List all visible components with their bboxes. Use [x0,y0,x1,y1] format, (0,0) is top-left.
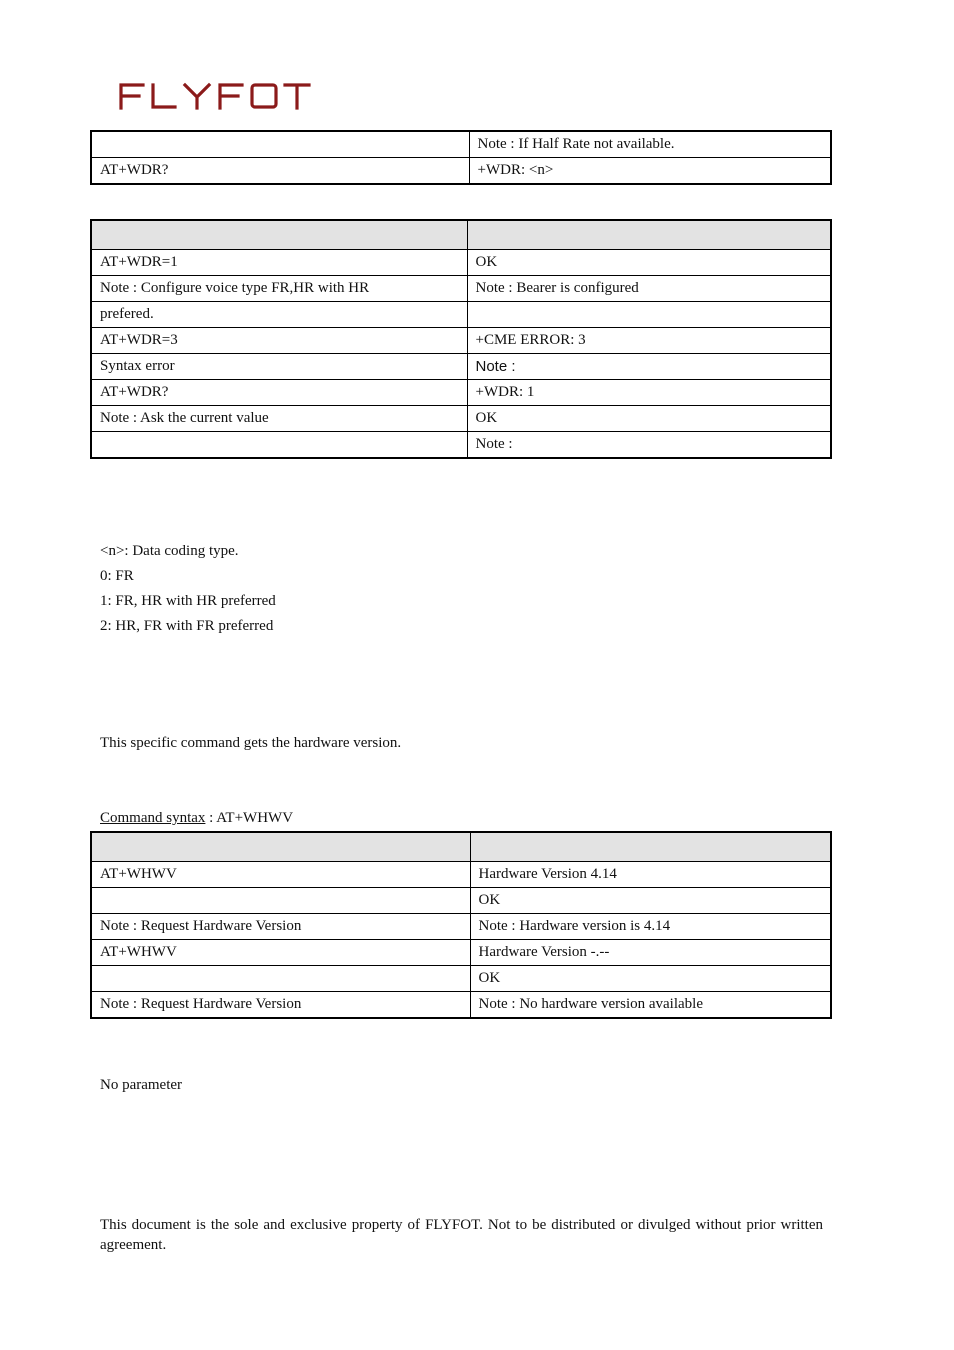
header-cell [467,220,831,250]
wdr-read-table [90,130,832,185]
table-row [91,302,831,328]
table-cell: Note : Configure voice type FR,HR with HR [91,276,467,302]
table-cell: +WDR: 1 [467,380,831,406]
param-line: <n>: Data coding type. [100,543,239,559]
table-cell: Note : If Half Rate not available. [469,131,831,158]
wdr-examples-table [90,219,832,459]
table-cell: AT+WDR? [91,158,469,185]
table-row [91,250,831,276]
table-cell: Syntax error [91,354,467,380]
table-cell: OK [470,888,831,914]
table-row [91,862,831,888]
table-cell: Note : Request Hardware Version [91,914,470,940]
table-cell: Hardware Version 4.14 [470,862,831,888]
table-cell: prefered. [91,302,467,328]
table-cell: AT+WDR=1 [91,250,467,276]
confidentiality-footer: This document is the sole and exclusive property of FLYFOT. Not to be distributed or divulged without prior written agreement. [100,1217,823,1253]
table-row [91,276,831,302]
no-parameter-text: No parameter [100,1077,183,1093]
table-row [91,914,831,940]
table-row [91,131,831,158]
table-row [91,888,831,914]
table-row [91,380,831,406]
table-cell: Note : Hardware version is 4.14 [470,914,831,940]
table-header-row [91,220,831,250]
table-row [91,158,831,185]
header-cell [91,832,470,862]
header-cell [470,832,831,862]
table-cell: Hardware Version -.-- [470,940,831,966]
table-cell: Note : [467,354,831,380]
table-cell: Note : Ask the current value [91,406,467,432]
param-line: 2: HR, FR with FR preferred [100,618,274,634]
syntax-label: Command syntax [100,810,206,826]
table-cell: AT+WDR? [91,380,467,406]
table-cell: OK [467,406,831,432]
table-row [91,354,831,380]
logo-wordmark [119,82,311,110]
table-cell: Note : Bearer is configured [467,276,831,302]
table-row [91,940,831,966]
table-header-row [91,832,831,862]
table-cell: Note : [467,432,831,459]
table-cell: Note : Request Hardware Version [91,992,470,1019]
table-cell: OK [470,966,831,992]
table-cell [467,302,831,328]
table-cell: Note : No hardware version available [470,992,831,1019]
table-row [91,328,831,354]
table-cell [91,131,469,158]
table-row [91,966,831,992]
whwv-table [90,831,832,1019]
table-cell: AT+WDR=3 [91,328,467,354]
table-cell [91,966,470,992]
table-cell [91,432,467,459]
table-cell: OK [467,250,831,276]
table-cell: AT+WHWV [91,862,470,888]
flyfot-logo [119,82,311,115]
syntax-value: : AT+WHWV [205,810,294,826]
command-description: This specific command gets the hardware version. [100,735,402,751]
param-line: 0: FR [100,568,134,584]
table-row [91,432,831,459]
table-cell [91,888,470,914]
table-row [91,406,831,432]
table-cell: +CME ERROR: 3 [467,328,831,354]
table-cell: +WDR: <n> [469,158,831,185]
table-row [91,992,831,1019]
command-syntax [100,808,293,828]
table-cell: AT+WHWV [91,940,470,966]
param-line: 1: FR, HR with HR preferred [100,593,276,609]
header-cell [91,220,467,250]
